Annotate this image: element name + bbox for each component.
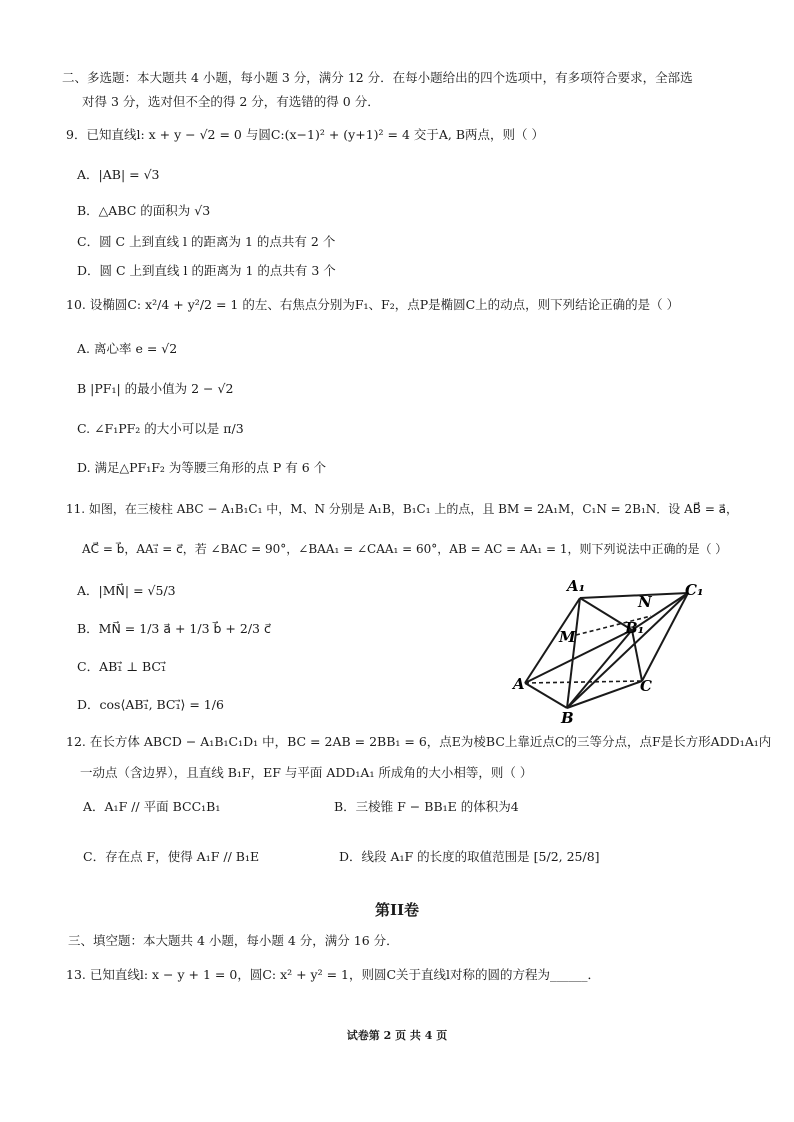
q10-option-d: D. 满足△PF₁F₂ 为等腰三角形的点 P 有 6 个: [77, 460, 327, 475]
q12-option-a: A．A₁F // 平面 BCC₁B₁: [83, 799, 221, 814]
label-b1: B₁: [625, 619, 645, 637]
q12-stem-line1: 12. 在长方体 ABCD − A₁B₁C₁D₁ 中，BC = 2AB = 2BB₁ = 6，点E为棱BC上靠近点C的三等分点，点F是长方形ADD₁A₁内: [66, 734, 772, 749]
label-b: B: [561, 709, 574, 727]
q9-option-b: B．△ABC 的面积为 √3: [77, 203, 211, 218]
page-footer: 试卷第 2 页 共 4 页: [346, 1029, 448, 1042]
q12-stem-line2: 一动点（含边界），且直线 B₁F，EF 与平面 ADD₁A₁ 所成角的大小相等，则（ ）: [80, 765, 533, 780]
label-a1: A₁: [567, 577, 586, 595]
q11-option-a: A．|MN⃗| = √5/3: [77, 583, 176, 598]
q11-stem-line2: AC⃗ = b⃗，AA₁⃗ = c⃗，若 ∠BAC = 90°，∠BAA₁ = ∠CAA₁ = 60°，AB = AC = AA₁ = 1，则下列说法中正确的是（ ）: [82, 542, 728, 556]
edge-a1-c1: [580, 593, 688, 598]
q10-option-b: B |PF₁| 的最小值为 2 − √2: [77, 381, 234, 396]
q13-stem: 13. 已知直线l: x − y + 1 = 0，圆C: x² + y² = 1，则圆C关于直线l对称的圆的方程为______．: [66, 967, 601, 982]
q9-option-a: A．|AB| = √3: [77, 167, 160, 182]
q12-option-c: C．存在点 F，使得 A₁F // B₁E: [83, 849, 260, 864]
q9-option-d: D．圆 C 上到直线 l 的距离为 1 的点共有 3 个: [77, 263, 336, 278]
section3-heading: 三、填空题：本大题共 4 小题，每小题 4 分，满分 16 分．: [68, 933, 399, 948]
part-2-title: 第II卷: [374, 901, 420, 919]
q9-option-c: C．圆 C 上到直线 l 的距离为 1 的点共有 2 个: [77, 234, 336, 249]
q12-option-d: D．线段 A₁F 的长度的取值范围是 [5/2, 25/8]: [339, 849, 600, 864]
label-c: C: [640, 677, 652, 695]
q10-stem: 10. 设椭圆C: x²/4 + y²/2 = 1 的左、右焦点分别为F₁、F₂，点P是椭圆C上的动点，则下列结论正确的是（ ）: [66, 297, 680, 312]
q11-stem-line1: 11. 如图，在三棱柱 ABC − A₁B₁C₁ 中，M、N 分别是 A₁B，B₁C₁ 上的点，且 BM = 2A₁M，C₁N = 2B₁N．设 AB⃗ = a⃗，: [66, 502, 739, 516]
edge-b-c1: [567, 593, 688, 708]
label-a: A: [513, 675, 525, 693]
q10-option-a: A. 离心率 e = √2: [77, 341, 178, 356]
section2-line2: 对得 3 分，选对但不全的得 2 分，有选错的得 0 分．: [82, 94, 380, 109]
edge-a-c-hidden: [525, 681, 642, 683]
q12-option-b: B．三棱锥 F − BB₁E 的体积为4: [334, 799, 519, 814]
label-m: M: [559, 628, 576, 646]
q11-option-d: D．cos⟨AB₁⃗, BC₁⃗⟩ = 1/6: [77, 697, 224, 712]
label-c1: C₁: [685, 581, 704, 599]
q11-option-b: B．MN⃗ = 1/3 a⃗ + 1/3 b⃗ + 2/3 c⃗: [77, 621, 271, 636]
section2-line1: 二、多选题：本大题共 4 小题，每小题 3 分，满分 12 分．在每小题给出的四个选项中，有多项符合要求，全部选: [62, 70, 693, 85]
q11-option-c: C．AB₁⃗ ⊥ BC₁⃗: [77, 659, 166, 674]
prism-figure: [505, 565, 725, 730]
q9-stem: 9．已知直线l: x + y − √2 = 0 与圆C:(x−1)² + (y+1)² = 4 交于A, B两点，则（ ）: [66, 127, 545, 142]
q10-option-c: C. ∠F₁PF₂ 的大小可以是 π/3: [77, 421, 244, 436]
label-n: N: [638, 593, 652, 611]
edge-a-b: [525, 683, 567, 708]
